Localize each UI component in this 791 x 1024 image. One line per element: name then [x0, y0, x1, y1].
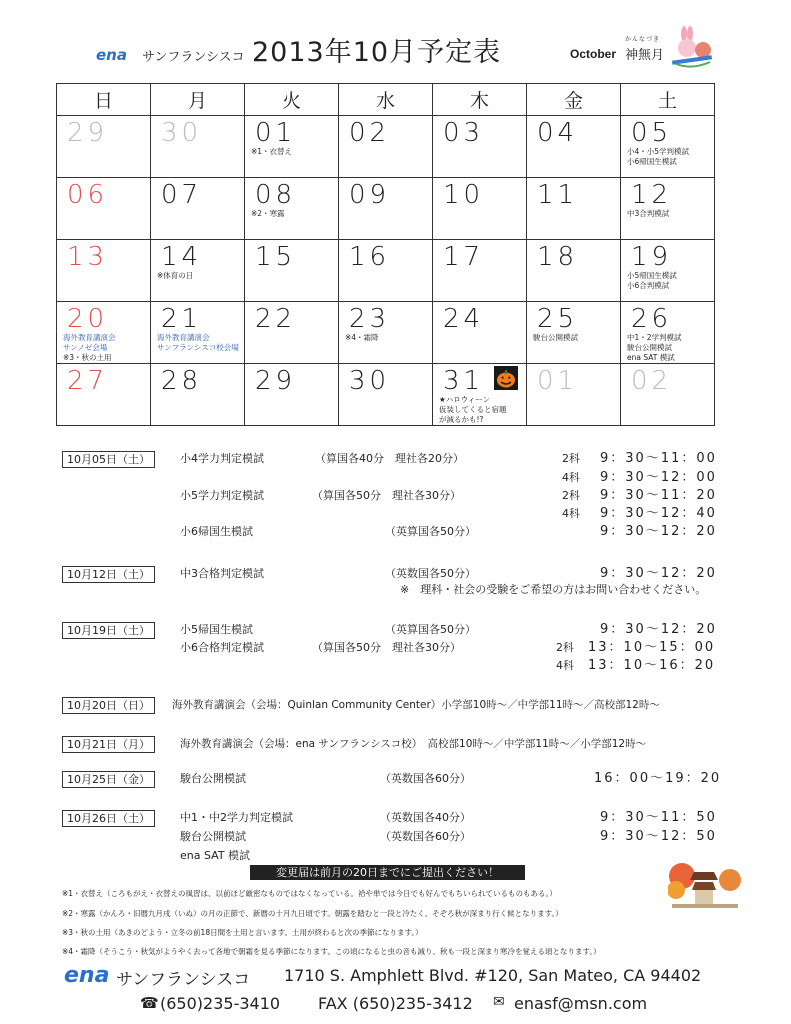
- calendar-week-row: [57, 240, 715, 302]
- day-number: 18: [537, 242, 579, 272]
- exam-time: 9：30～11：20: [600, 488, 717, 503]
- exam-name: 小5帰国生模試: [180, 623, 253, 636]
- exam-name: 小6帰国生模試: [180, 525, 253, 538]
- schedule-date: 10月20日（日）: [62, 697, 155, 714]
- calendar-day-cell: [527, 364, 621, 426]
- exam-duration: （算国各40分 理社各20分）: [315, 452, 464, 465]
- mail-icon: ✉: [493, 994, 505, 1010]
- exam-time: 9：30～12：00: [600, 470, 717, 485]
- exam-time: 9：30～12：20: [600, 566, 717, 581]
- exam-time: 9：30～11：50: [600, 810, 717, 825]
- calendar-day-cell: [621, 178, 715, 240]
- footer-logo: ena: [64, 963, 110, 988]
- day-number: 08: [255, 180, 297, 210]
- calendar-day-cell: [339, 178, 433, 240]
- day-number: 01: [537, 366, 579, 396]
- weekday-sat: 土: [621, 84, 715, 116]
- exam-time: 9：30～12：20: [600, 622, 717, 637]
- day-number: 27: [67, 366, 109, 396]
- exam-name: ena SAT 模試: [180, 849, 251, 862]
- day-note: ※1・衣替え: [251, 147, 293, 156]
- exam-time: 9：30～12：20: [600, 524, 717, 539]
- footer-school-name: サンフランシスコ: [116, 970, 251, 990]
- schedule-date: 10月21日（月）: [62, 736, 155, 753]
- exam-name: 中1・中2学力判定模試: [180, 811, 293, 824]
- day-number: 09: [349, 180, 391, 210]
- calendar-day-cell: [245, 178, 339, 240]
- day-number: 17: [443, 242, 485, 272]
- day-number: 29: [255, 366, 297, 396]
- weekday-sun: 日: [57, 84, 151, 116]
- calendar-day-cell: [433, 364, 527, 426]
- calendar-week-row: [57, 178, 715, 240]
- footnote-3: ※3・秋の土用（あきのどよう・立冬の前18日間を土用と言います。土用が終わると次の季節になります。）: [62, 928, 423, 937]
- day-number: 20: [67, 304, 109, 334]
- calendar-day-cell: [57, 302, 151, 364]
- calendar-day-cell: [151, 364, 245, 426]
- day-number: 23: [349, 304, 391, 334]
- exam-name: 小4学力判定模試: [180, 452, 264, 465]
- calendar-day-cell: [433, 240, 527, 302]
- schedule-date: 10月12日（土）: [62, 566, 155, 583]
- page-title: 2013年10月予定表: [252, 37, 502, 68]
- footer-address: 1710 S. Amphlett Blvd. #120, San Mateo, CA 94402: [284, 966, 702, 985]
- day-note: 駿台公開模試: [533, 333, 578, 342]
- schedule-date: 10月05日（土）: [62, 451, 155, 468]
- calendar-week-row: [57, 364, 715, 426]
- day-number: 22: [255, 304, 297, 334]
- calendar-day-cell: [621, 302, 715, 364]
- calendar-day-cell: [621, 240, 715, 302]
- day-note: サンフランシスコ校会場: [157, 343, 239, 352]
- calendar-day-cell: [151, 116, 245, 178]
- day-number: 16: [349, 242, 391, 272]
- day-number: 03: [443, 118, 485, 148]
- exam-name: 駿台公開模試: [180, 830, 246, 843]
- calendar-day-cell: [57, 116, 151, 178]
- exam-time: 13：10～16：20: [588, 658, 716, 673]
- subject-count: 4科: [562, 471, 580, 484]
- day-number: 04: [537, 118, 579, 148]
- day-note: 海外教育講演会: [63, 333, 116, 342]
- calendar-day-cell: [151, 240, 245, 302]
- notice-banner: 変更届は前月の20日までにご提出ください！: [250, 865, 525, 880]
- exam-duration: （算国各50分 理社各30分）: [312, 641, 461, 654]
- exam-duration: （英数国各60分）: [380, 830, 471, 843]
- day-number: 24: [443, 304, 485, 334]
- exam-duration: （英数国各60分）: [380, 772, 471, 785]
- month-english: October: [570, 47, 617, 61]
- exam-name: 小6合格判定模試: [180, 641, 264, 654]
- calendar-day-cell: [433, 116, 527, 178]
- exam-name: 中3合格判定模試: [180, 567, 264, 580]
- bunnies-illustration: [668, 26, 716, 70]
- calendar-day-cell: [527, 240, 621, 302]
- day-note: ★ハロウィーン: [439, 395, 491, 404]
- phone-icon: ☎: [140, 994, 159, 1012]
- subject-count: 2科: [562, 489, 580, 502]
- calendar-day-cell: [151, 302, 245, 364]
- calendar-day-cell: [527, 302, 621, 364]
- day-number: 06: [67, 180, 109, 210]
- day-number: 14: [161, 242, 203, 272]
- day-number: 15: [255, 242, 297, 272]
- day-note: 仮装してくると宿題: [439, 405, 507, 414]
- footnote-4: ※4・霜降（そうこう・秋気がようやく去って各地で朝霜を見る季節になります。この頃になると虫の音も減り、秋も一段と深まり寒冷を覚える頃となります。）: [62, 947, 601, 956]
- calendar-day-cell: [527, 178, 621, 240]
- weekday-header-row: [57, 84, 715, 116]
- calendar-day-cell: [527, 116, 621, 178]
- day-number: 01: [255, 118, 297, 148]
- day-note: 中1・2学判模試: [627, 333, 682, 342]
- subject-count: 4科: [562, 507, 580, 520]
- footer-email[interactable]: enasf@msn.com: [514, 994, 648, 1013]
- weekday-mon: 月: [151, 84, 245, 116]
- exam-time: 9：30～12：40: [600, 506, 717, 521]
- day-number: 26: [631, 304, 673, 334]
- exam-time: 13：10～15：00: [588, 640, 716, 655]
- day-number: 30: [349, 366, 391, 396]
- calendar-day-cell: [621, 364, 715, 426]
- schedule-date: 10月19日（土）: [62, 622, 155, 639]
- day-number: 05: [631, 118, 673, 148]
- day-number: 21: [161, 304, 203, 334]
- day-number: 28: [161, 366, 203, 396]
- calendar-day-cell: [433, 302, 527, 364]
- exam-duration: （英算国各50分）: [385, 623, 476, 636]
- brand-logo: ena: [96, 46, 127, 64]
- calendar-week-row: [57, 302, 715, 364]
- calendar-day-cell: [621, 116, 715, 178]
- footnote-2: ※2・寒露（かんろ・旧暦九月戌（いぬ）の月の正節で、新暦の十月九日頃です。朝露を踏むと一段と冷たく、そぞろ秋が深まり行く候となります。）: [62, 909, 563, 918]
- calendar-day-cell: [57, 178, 151, 240]
- calendar-grid: [56, 83, 715, 426]
- event-description: 海外教育講演会（会場：Quinlan Community Center）小学部10時～／中学部11時～／高校部12時～: [172, 699, 660, 711]
- day-note: 駿台公開模試: [627, 343, 672, 352]
- day-note: 小4・小5学判模試: [627, 147, 690, 156]
- day-number: 30: [161, 118, 203, 148]
- day-note: 小6帰国生模試: [627, 157, 677, 166]
- schedule-note: ※ 理科・社会の受験をご希望の方はお問い合わせください。: [400, 583, 707, 596]
- calendar-day-cell: [151, 178, 245, 240]
- weekday-thu: 木: [433, 84, 527, 116]
- calendar-day-cell: [245, 116, 339, 178]
- day-number: 10: [443, 180, 485, 210]
- calendar-day-cell: [339, 240, 433, 302]
- day-number: 13: [67, 242, 109, 272]
- footer-phone: (650)235-3410: [160, 994, 281, 1013]
- day-number: 19: [631, 242, 673, 272]
- exam-name: 駿台公開模試: [180, 772, 246, 785]
- calendar-day-cell: [245, 364, 339, 426]
- day-number: 29: [67, 118, 109, 148]
- subject-count: 2科: [556, 641, 574, 654]
- exam-time: 9：30～11：00: [600, 451, 717, 466]
- exam-duration: （英数国各40分）: [380, 811, 471, 824]
- calendar-day-cell: [245, 240, 339, 302]
- autumn-temple-illustration: [668, 850, 742, 910]
- month-japanese: 神無月: [625, 48, 665, 63]
- footer-fax: FAX (650)235-3412: [318, 994, 473, 1013]
- exam-time: 9：30～12：50: [600, 829, 717, 844]
- exam-duration: （英算国各50分）: [385, 525, 476, 538]
- schedule-date: 10月25日（金）: [62, 771, 155, 788]
- day-number: 07: [161, 180, 203, 210]
- day-note: ※体育の日: [157, 271, 194, 280]
- day-number: 02: [631, 366, 673, 396]
- event-description: 海外教育講演会（会場：ena サンフランシスコ校） 高校部10時～／中学部11時～／小学部12時～: [180, 738, 647, 750]
- day-note: 小6合判模試: [627, 281, 670, 290]
- day-note: が減るかも!?: [439, 415, 484, 424]
- day-note: 海外教育講演会: [157, 333, 210, 342]
- calendar-day-cell: [57, 364, 151, 426]
- calendar-day-cell: [433, 178, 527, 240]
- exam-duration: （算国各50分 理社各30分）: [312, 489, 461, 502]
- day-number: 12: [631, 180, 673, 210]
- day-number: 25: [537, 304, 579, 334]
- calendar-day-cell: [245, 302, 339, 364]
- calendar-day-cell: [339, 302, 433, 364]
- calendar-week-row: [57, 116, 715, 178]
- pumpkin-icon: [494, 366, 518, 390]
- day-note: ※3・秋の土用: [63, 353, 112, 362]
- subject-count: 4科: [556, 659, 574, 672]
- calendar-day-cell: [57, 240, 151, 302]
- schedule-date: 10月26日（土）: [62, 810, 155, 827]
- day-number: 11: [537, 180, 579, 210]
- calendar-day-cell: [339, 364, 433, 426]
- day-number: 31: [443, 366, 485, 396]
- day-note: 小5帰国生模試: [627, 271, 677, 280]
- weekday-tue: 火: [245, 84, 339, 116]
- day-note: ena SAT 模試: [627, 353, 675, 362]
- weekday-wed: 水: [339, 84, 433, 116]
- exam-name: 小5学力判定模試: [180, 489, 264, 502]
- subject-count: 2科: [562, 452, 580, 465]
- day-note: ※4・霜降: [345, 333, 379, 342]
- day-note: 中3合判模試: [627, 209, 670, 218]
- weekday-fri: 金: [527, 84, 621, 116]
- exam-time: 16：00～19：20: [594, 771, 722, 786]
- footnote-1: ※1・衣替え（ころもがえ・衣替えの風習は、以前ほど厳密なものではなくなっている。袷や単では今日でも好んでもちいられているものもある。）: [62, 889, 557, 898]
- day-note: ※2・寒露: [251, 209, 285, 218]
- month-ruby: かんなづき: [625, 36, 661, 43]
- brand-location: サンフランシスコ: [142, 50, 245, 65]
- exam-duration: （英数国各50分）: [385, 567, 476, 580]
- day-note: サンノゼ会場: [63, 343, 108, 352]
- day-number: 02: [349, 118, 391, 148]
- calendar-day-cell: [339, 116, 433, 178]
